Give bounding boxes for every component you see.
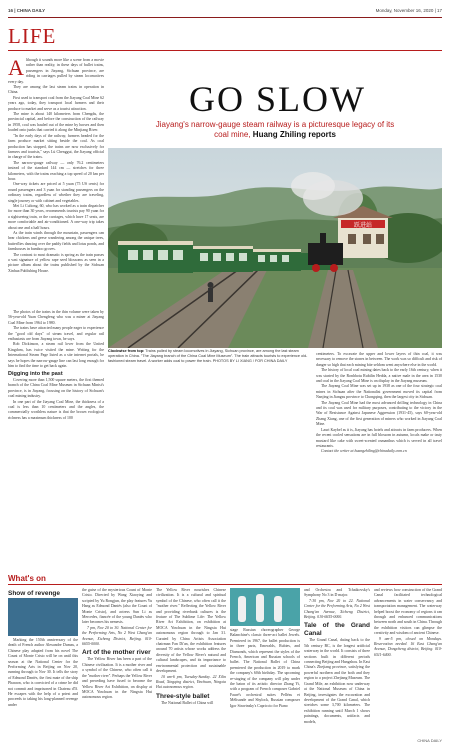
whats-on-column-4 <box>230 588 300 738</box>
whats-on-column-5 <box>304 588 370 738</box>
event-photo <box>8 598 78 636</box>
page-header <box>8 6 442 16</box>
paragraph: The history of local coal mining dates back to the early 16th century, when it was started by the Ronhhotu Rubilin Hedda, a native male in the area in 1530 and coal in the Jiayang Coal Mine is on display in the Jiayang museum. <box>316 368 442 384</box>
drop-cap: A <box>8 58 24 80</box>
train-photo <box>108 148 442 348</box>
paragraph: First used to transport coal from the Jiayang Coal Mine 62 years ago, today, they transport local farmers and their produce to market and serve as a tourist attraction. <box>8 95 104 111</box>
paragraph: Rob Dickinson, a steam rail lover from the United Kingdom, has twice visited the mine. Writing for the International Steam Page listed as a site internet portals, he says he hopes the narrow-gauge line can last long enough for him to find the time to get back again. <box>8 342 104 369</box>
paragraph: As the train winds through the mountain, passengers can hear chickens and geese wandering among the unique trees, butterflies dancing over the paddy fields and lotus ponds, and farmhouses in bamboo groves. <box>8 231 104 252</box>
paragraph: Mei Li Cultong, 60, who has worked as a train dispatcher for more than 30 years, recommends tourists pay 90 yuan for a sightseeing train, or the carriages, which have 17 seats, are more comfortable and air-conditioned. A one-way trip takes about one and a half hours. <box>8 203 104 230</box>
paragraph: The mine is about 140 kilometers from Chengdu, the provincial capital, and before the construction of the railway in 1958, coal was hauled out of the mine by horses and then loaded onto junks that carried it along the Minjiang River. <box>8 112 104 133</box>
paragraph: Covering more than 1,500 square meters, the first themed branch of the China Coal Mine Museum in Sichuan Minist's province, is in Jiayang, focusing on the history of Sichuan's coal mining industry. <box>8 377 104 399</box>
ballet-photo <box>230 588 300 626</box>
paragraph: and Orchestra and Tchaikovsky's Symphony No 3 in D major. <box>304 588 370 598</box>
article-column-1 <box>8 58 104 308</box>
paragraph: The Yellow River has been a part of the Chinese civilization. It is a mother river and a symbol of the Chinese, who often call it the "mother river". Perhaps the Yellow River and preceding have fused to become the Yellow River Art Exhibition, on display at MOCA Yinchuan in the Ningxia Hui autonomous region. <box>82 657 152 700</box>
event-info: 9 am-5 pm, closed on Mondays. Reservation needed. 16 East Chang'an Avenue, Dongcheng district, Beijing. 010-6511-6400. <box>374 636 442 657</box>
header-right: Monday, November 16, 2020 | 17 <box>375 8 442 13</box>
event-title: Art of the mother river <box>82 649 151 657</box>
event-info: 10 am-6 pm, Tuesday-Sunday. 22 Xilin Road, Xingqing district, Yinchuan, Ningxia Hui autonomous region. <box>156 674 226 690</box>
paragraph: The contrast to most dramatic is spring as the train passes a vast signature of yellow rape seed blossoms as seen in a picture album about the trains published by the Sichuan Xinhua Publishing House. <box>8 252 104 273</box>
paragraph: centimeters. To excavate the upper and lower layers of thin coal, it was necessary to remove the stones in between. The work was so difficult and risk of danger so high that each mining bite seldom went anywhere else in the world. <box>316 352 442 367</box>
section-title: LIFE <box>8 24 57 48</box>
photo-caption <box>108 349 308 364</box>
paragraph: "In the early days of the railway, farmers headed for the farm produce market sitting beside the coal. As coal production has stopped, the trains are now exclusively for farmers and tourists," says Lü Chenggui, the Jiayang official in charge of the trains. <box>8 133 104 160</box>
paragraph: The Yellow River nourishes Chinese civilization. It is a cultural and spiritual symbol of the Chinese, who often call it the "mother river." Reflecting the Yellow River and providing riverbank cultures is the feature of The Sublime Life: The Yellow River Art Exhibition, on exhibition at MOCA Yinchuan in the Ningxia Hui autonomous region through to Jan 31. Curated by China Artists Association chairman Fan Di'an, the exhibition features around 70 artists whose works address the diversity of the Yellow River's natural and cultural landscapes, and its importance to environmental protection and sustainable development. <box>156 588 226 674</box>
paragraph: Lauri Kaybel as it is, Jiayang has hotels and attracts in farm producers. When the recent cooled sensations are in full blossom in autumn, locals make or tasty mustard like cake with sweet-scented osmanthus which is served in all travel restaurants. <box>316 427 442 448</box>
deck <box>150 120 400 140</box>
paragraph: The Grand Canal, dating back to the 5th century BC, is the longest artificial waterway in the world. It consists of three sections built in different periods connecting Beijing and Hangzhou. In East China's Zhejiang province, satisfying the powerful northern and the both and they region to a project Zhejiang Museum. The Grand Mile, an exhibition now underway at the National Museum of China in Beijing, investigates the excavation and development of the Grand Canal, which stretches some 3,700 kilometers. The exhibition running until March 1 shows paintings, documents, artifacts and models, <box>304 638 370 724</box>
byline: Huang Zhiling reports <box>252 130 336 139</box>
event-info: 7 pm, Nov 20 to 30. National Center for the Performing Arts, No 2 West Chang'an Avenue, Xicheng District, Beijing. 010-6655-0000. <box>82 625 152 647</box>
paragraph: The National Ballet of China will <box>161 700 214 705</box>
contact: Contact the writer at huangzhiling@chinadaily.com.cn <box>321 449 407 454</box>
paragraph: One-way tickets are priced at 5 yuan (75 US cents) for round passengers and 3 yuan for standing passengers on the ordinary trains, regardless of whether they are traveling, single journey or with cabinet and vegetables. <box>8 182 104 203</box>
paragraph: The photos of the trains in the thin volume were taken by 56-year-old Yuan Chengfeng who was a miner at Jiayang Coal Mine from 1964 to 1980. <box>8 310 104 325</box>
paragraph: They are among the last steam trains in operation in China. <box>8 85 104 95</box>
section-rule <box>8 50 442 51</box>
station-sign: 跃进站 <box>353 222 373 229</box>
paragraph: The Jiayang Coal Mine had the most advanced drilling technology in China and its coal was used for military purposes, contributing to the victory in the War of Resistance Against Japanese Aggression (1931-45), says 60-year-old Zhang Xiang, one of the first generation of miners who worked in Jiayang Coal Mine. <box>316 400 442 427</box>
subhead: Digging into the past <box>8 371 63 378</box>
article-column-3 <box>316 352 442 570</box>
event-info: 7:30 pm, Nov 20 to 22. National Center for the Performing Arts, No 2 West Chang'an Avenue, Xicheng District, Beijing. 010-6655-0000. <box>304 598 370 620</box>
page-footer: CHINA DAILY <box>417 738 442 743</box>
paragraph: and reviews how construction of the Grand Canal facilitated technological advancements in water conservancy and transportation management. The waterway helped boost the economy of regions it ran through and enhanced communications between north and south in China. Through the exhibition visitors can glimpse the creativity and wisdom of ancient Chinese. <box>374 588 442 636</box>
paragraph: stage Russian choreographer George Balanchine's classic three-act ballet Jewels. Premiered in 1967, the ballet production is in three parts, Emeralds, Rubies, and Diamonds, which represent the styles of the French, American and Russian schools of ballet. The National Ballet of China premiered the production in 2019 to mark the company's 60th birthday. The upcoming re-staging of the company will play under the baton of its artistic director Zhang Yi, with a program of French composer Gabriel Fauré's orchestral suites Pelléas et Mélisande and Shylock, Russian composer Igor Stravinsky's Capriccio for Piano <box>230 628 300 708</box>
paragraph: the guise of the mysterious Count of Monte Cristo. Directed by Wang Xiaoying and scripted by Yu Rongjun, the play features Yu Hang as Edmond Dantès (also the Count of Monte Cristo), and actress Sun Li as Mercedes, fiancée of the young Dantès who later becomes his nemesis. <box>82 588 152 625</box>
paragraph: In one part of the Jiayang Coal Mine, the thickness of a coal is less than 10 centimeters and the angles, the commercially worthless nature is that the brown ecological richness has a maximum thickness of 100 <box>8 399 104 420</box>
paragraph: The Jiayang Coal Mine was set up in 1938 as one of the four strategic coal mines in Sichuan after the Nationalist government moved its capital from Nanjing in Jiangsu province to Chongqing, then the largest city in Sichuan. <box>316 384 442 400</box>
caption-credit: PHOTOS BY LI XIANG / FOR CHINA DAILY <box>212 359 288 363</box>
whats-on-title: What's on <box>8 574 46 583</box>
caption-label: Clockwise from top: <box>108 349 145 353</box>
event-title: Three-style ballet <box>156 692 210 700</box>
article-column-2 <box>8 310 104 570</box>
whats-on-column-6 <box>374 588 442 738</box>
whats-on-column-3 <box>156 588 226 738</box>
whats-on-column-2 <box>82 588 152 738</box>
whats-on-column-1 <box>8 588 78 738</box>
paragraph: lthough it sounds more like a scene from a movie rather than reality, in these days of bullet trains, passengers in Jiayang, Sichuan province, are riding in carriages pulled by steam locomotives every day. <box>8 58 104 84</box>
event-title: Tale of the Grand Canal <box>304 622 370 638</box>
caption-text: Trains pulled by steam locomotives in Jiayang, Sichuan province, are among the last steam operation in China. "The Jiayang branch of the China Coal Mine Museum". The train attracts tourists to experience old-fashioned steam travel. A worker adds coal to power the train. <box>108 349 308 363</box>
header-left: 16 | CHINA DAILY <box>8 8 46 13</box>
paragraph: The trains have attracted many people eager to experience the "good old days" of steam travel, and regular rail enthusiasts are from Jiayang town, he says. <box>8 326 104 342</box>
paragraph: The narrow-gauge railway — only 76.2 centimeters instead of the standard 144 cm — stretches for three kilometers, with the trains reaching a top speed of 20 km per hour. <box>8 160 104 181</box>
headline: GO SLOW <box>189 79 366 119</box>
event-title: Show of revenge <box>8 590 61 597</box>
paragraph: Marking the 150th anniversary of the death of French author Alexandre Dumas, a Chinese play adapted from his novel The Count of Monte Cristo will be on until this season at the National Center for the Performing Arts in Beijing on Nov 20, running through to Nov 30. It tells the story of Edmond Dantès, the first mate of the ship Pharaon, who is convicted of a crime he did not commit and imprisoned in Chateau d'If. He escapes with the help of a priest and proceeds to taking his long-planned revenge under <box>8 638 78 707</box>
deck-text: Jiayang's narrow-gauge steam railway is a picturesque legacy of its coal mine, <box>155 120 395 139</box>
header-rule <box>8 17 442 18</box>
whats-on-rule <box>8 584 442 585</box>
